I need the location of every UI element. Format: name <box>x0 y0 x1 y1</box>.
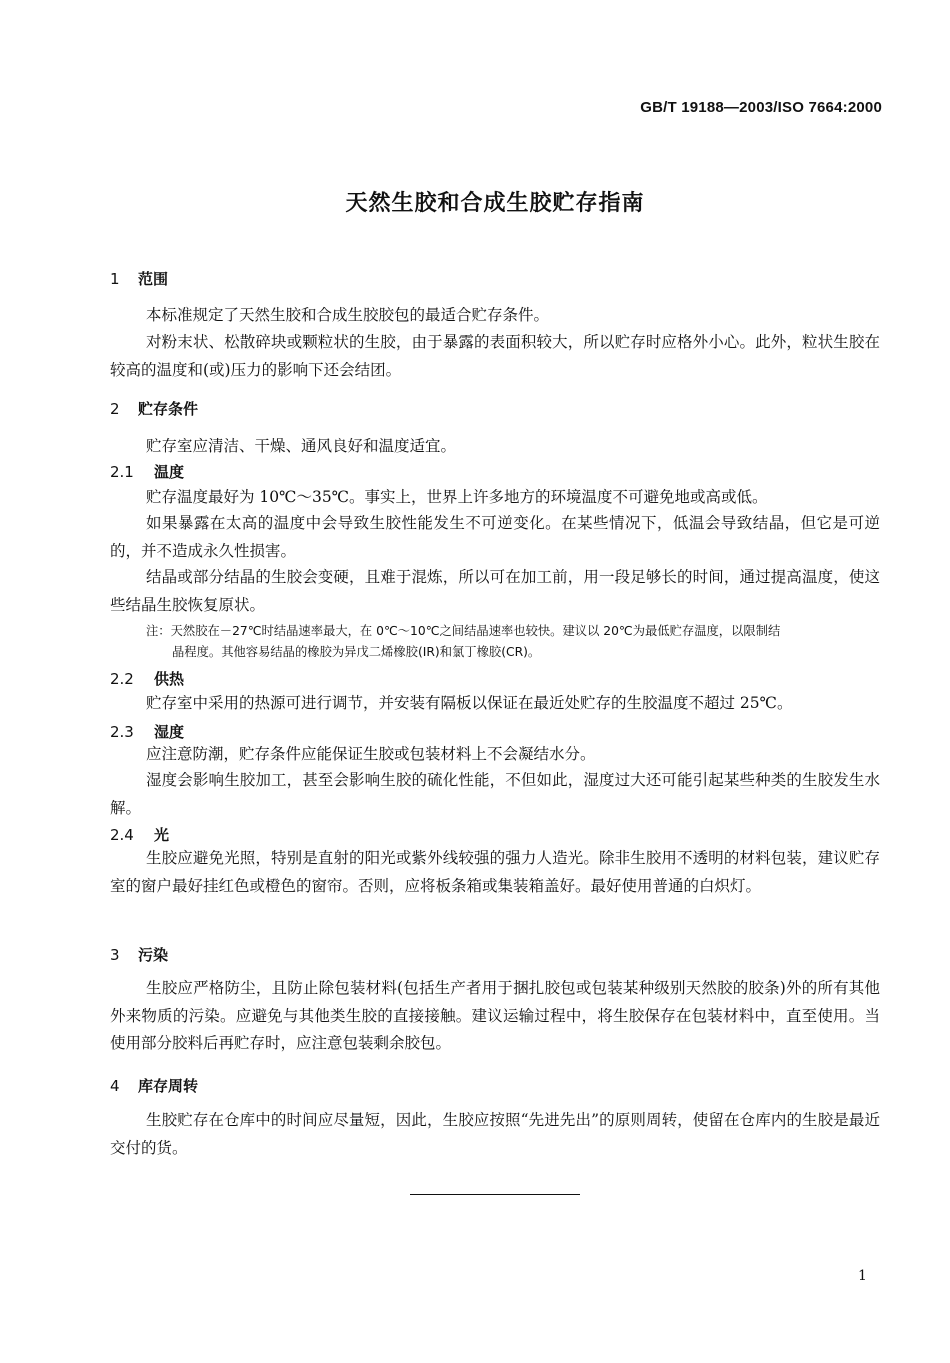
section-1-heading <box>110 268 168 289</box>
section-number: 2.2 <box>110 670 134 688</box>
paragraph: 贮存室应清洁、干燥、通风良好和温度适宜。 <box>146 437 457 455</box>
note <box>146 621 882 663</box>
paragraph: 本标准规定了天然生胶和合成生胶胶包的最适合贮存条件。 <box>146 306 550 324</box>
section-title: 供热 <box>154 670 185 688</box>
paragraph: 贮存温度最好为 10℃～35℃。事实上，世界上许多地方的环境温度不可避免地或高或低。 <box>146 488 768 506</box>
paragraph: 对粉末状、松散碎块或颗粒状的生胶，由于暴露的表面积较大，所以贮存时应格外小心。此外，粒状生胶在较高的温度和(或)压力的影响下还会结团。 <box>110 333 880 379</box>
end-rule <box>410 1194 580 1195</box>
paragraph: 生胶应严格防尘，且防止除包装材料(包括生产者用于捆扎胶包或包装某种级别天然胶的胶条)外的所有其他外来物质的污染。应避免与其他类生胶的直接接触。建议运输过程中，将生胶保存在包装材料中，直至使用。当使用部分胶料后再贮存时，应注意包装剩余胶包。 <box>110 979 880 1052</box>
section-title: 贮存条件 <box>138 400 199 418</box>
section-number: 4 <box>110 1077 120 1095</box>
paragraph: 结晶或部分结晶的生胶会变硬，且难于混炼，所以可在加工前，用一段足够长的时间，通过提高温度，使这些结晶生胶恢复原状。 <box>110 568 880 614</box>
section-title: 污染 <box>138 946 169 964</box>
paragraph: 生胶应避免光照，特别是直射的阳光或紫外线较强的强力人造光。除非生胶用不透明的材料包装，建议贮存室的窗户最好挂红色或橙色的窗帘。否则，应将板条箱或集装箱盖好。最好使用普通的白炽灯。 <box>110 849 880 895</box>
note-line: 晶程度。其他容易结晶的橡胶为异戊二烯橡胶(IR)和氯丁橡胶(CR)。 <box>172 645 541 659</box>
page-number: 1 <box>858 1268 867 1284</box>
section-2-3-heading <box>110 721 184 742</box>
section-4-heading <box>110 1075 198 1096</box>
section-2-1-heading <box>110 461 184 482</box>
document-title: 天然生胶和合成生胶贮存指南 <box>345 191 645 216</box>
section-title: 温度 <box>154 463 185 481</box>
section-number: 2.1 <box>110 463 134 481</box>
paragraph: 贮存室中采用的热源可进行调节，并安装有隔板以保证在最近处贮存的生胶温度不超过 25℃。 <box>146 694 793 712</box>
section-number: 2.4 <box>110 826 134 844</box>
section-number: 3 <box>110 946 120 964</box>
section-title: 范围 <box>138 270 169 288</box>
paragraph: 生胶贮存在仓库中的时间应尽量短，因此，生胶应按照“先进先出”的原则周转，使留在仓库内的生胶是最近交付的货。 <box>110 1111 880 1157</box>
section-title: 光 <box>154 826 170 844</box>
paragraph: 如果暴露在太高的温度中会导致生胶性能发生不可逆变化。在某些情况下，低温会导致结晶，但它是可逆的，并不造成永久性损害。 <box>110 514 880 560</box>
section-number: 2.3 <box>110 723 134 741</box>
section-2-4-heading <box>110 824 169 845</box>
paragraph: 湿度会影响生胶加工，甚至会影响生胶的硫化性能，不但如此，湿度过大还可能引起某些种类的生胶发生水解。 <box>110 771 880 817</box>
section-3-heading <box>110 944 168 965</box>
section-title: 湿度 <box>154 723 185 741</box>
section-number: 2 <box>110 400 120 418</box>
paragraph: 应注意防潮，贮存条件应能保证生胶或包装材料上不会凝结水分。 <box>146 745 596 763</box>
note-line: 注：天然胶在－27℃时结晶速率最大，在 0℃～10℃之间结晶速率也较快。建议以 20℃为最低贮存温度，以限制结 <box>146 624 781 638</box>
section-2-2-heading <box>110 668 184 689</box>
section-number: 1 <box>110 270 120 288</box>
section-2-heading <box>110 398 198 419</box>
standard-code: GB/T 19188—2003/ISO 7664:2000 <box>640 99 882 116</box>
section-title: 库存周转 <box>138 1077 199 1095</box>
